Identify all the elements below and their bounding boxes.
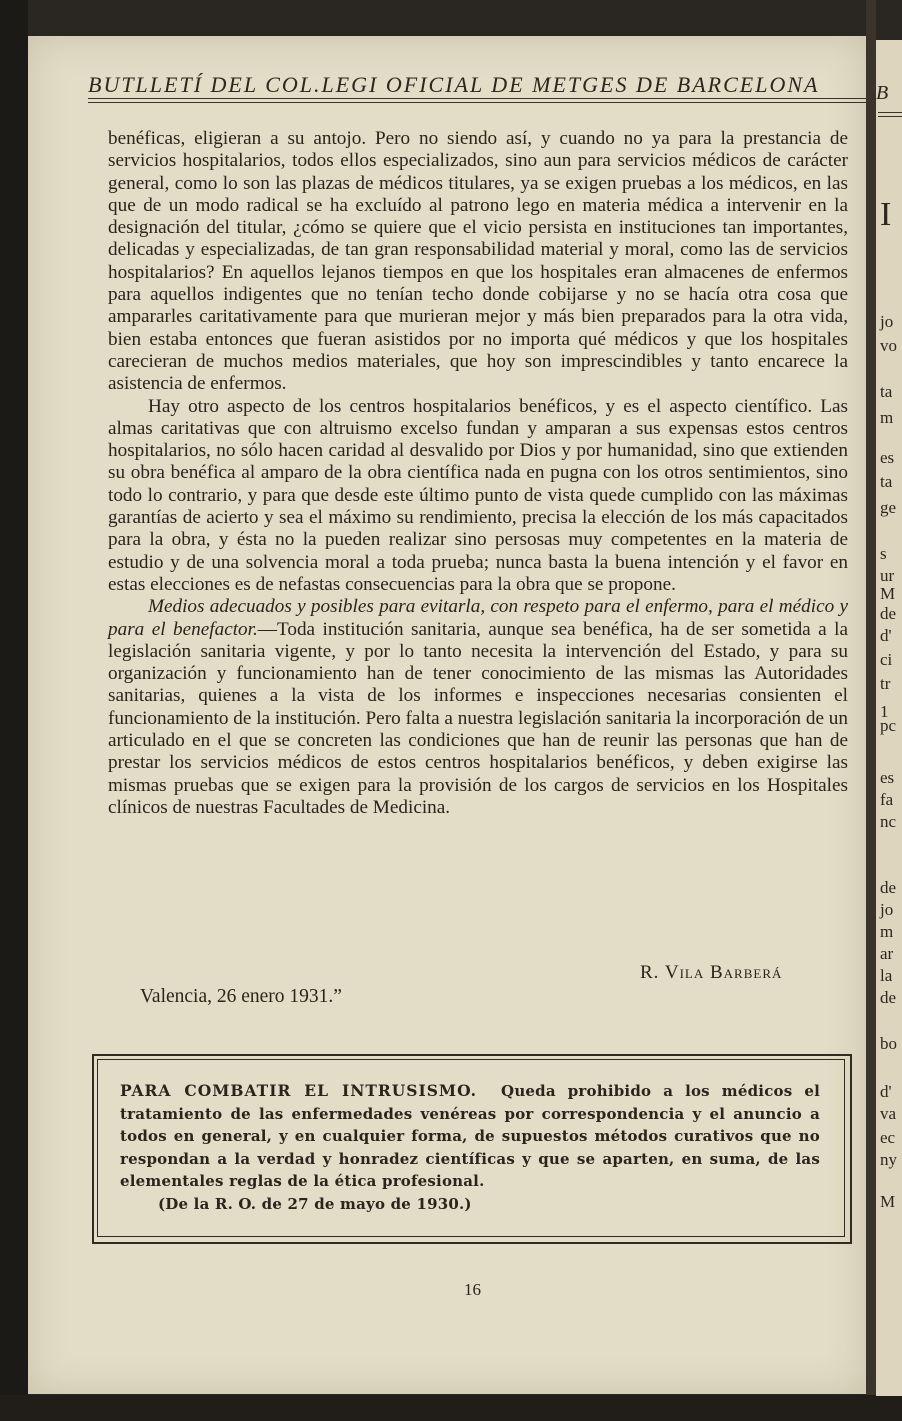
adjacent-page-fragment: fa — [880, 790, 894, 809]
adjacent-page-fragment: de — [880, 878, 897, 897]
adjacent-page-fragment: jo — [880, 900, 894, 919]
adjacent-page-fragment: m — [880, 408, 894, 427]
adjacent-page-fragment: ar — [880, 944, 894, 963]
header-rule-top — [88, 98, 876, 99]
signature-initial: R. V — [640, 962, 680, 983]
adjacent-page-fragment: s — [880, 544, 887, 563]
adjacent-page-fragment: ur — [880, 566, 895, 585]
adjacent-page-fragment: de — [880, 604, 897, 623]
adjacent-page-fragment: es — [880, 448, 895, 467]
running-head: BUTLLETÍ DEL COL.LEGI OFICIAL DE METGES DE BARCELONA — [88, 72, 820, 97]
notice-text — [120, 1080, 820, 1215]
page-number: 16 — [464, 1280, 481, 1299]
adjacent-page-fragment: va — [880, 1104, 897, 1123]
adjacent-page-fragment: tr — [880, 674, 891, 693]
section-text: —Toda institución sanitaria, aunque sea benéfica, ha de ser sometida a la legislación sanitaria vigente, y por lo tanto necesita la intervención del Estado, y para su organización y funcionamiento han de tener conocimiento de las mismas las Autoridades sanitarias, quienes a la vista de los informes e inspecciones necesarias consienten el funcionamiento de la institución. Pero falta a nuestra legislación sanitaria la incorporación de un articulado en el que se concreten las condiciones que han de reunir las personas que han de prestar los servicios médicos de estos centros hospitalarios benéficos, y deben exigirse las mismas pruebas que se exigen para la provisión de los cargos de servicios en los Hospitales clínicos de nuestras Facultades de Medicina. — [108, 618, 848, 818]
paragraph-2: Hay otro aspecto de los centros hospitalarios benéficos, y es el aspecto científico. Las almas caritativas que con altruismo excelso fundan y amparan a sus expensas estos centros hospitalarios, no sólo hacen caridad al desvalido por Dios y por humanidad, sino que extienden su obra benéfica al amparo de la obra científica nada en pugna con los otros sentimientos, sino todo lo contrario, y para que desde este último punto de vista quede cumplido con las máximas garantías de acierto y sea el máximo su rendimiento, precisa la elección de los más capacitados para la obra, y ésta no la pueden realizar sino persosas muy competentes en la materia de estudio y de una solvencia moral a toda prueba; nunca basta la buena intención y el favor en estas elecciones es de nefastas consecuencias para la obra que se propone. — [108, 395, 848, 595]
notice-body: Queda prohibido a los médicos el tratamiento de las enfermedades venéreas por correspondencia y el anuncio a todos en general, y en cualquier forma, de supuestos métodos curativos que no respondan a la verdad y honradez científicas y que se aparten, en suma, de las elementales reglas de la ética profesional. — [120, 1082, 820, 1190]
adjacent-page-fragment: I — [880, 196, 892, 233]
section-heading: Medios adecuados y posibles para evitarla, con respeto para el enfermo, para el médico y para el benefactor. — [108, 596, 848, 640]
adjacent-page-fragment: de — [880, 988, 897, 1007]
adjacent-page-fragment: ge — [880, 498, 897, 517]
adjacent-page-fragment: 1 — [880, 702, 889, 721]
author-signature — [640, 962, 782, 984]
notice-source: (De la R. O. de 27 de mayo de 1930.) — [158, 1194, 472, 1213]
adjacent-page-fragment: bo — [880, 1034, 897, 1053]
book-spine — [866, 0, 876, 1421]
scan-margin-left — [0, 0, 28, 1421]
signature-surname-initial: B — [709, 962, 724, 983]
adjacent-page-fragment: M — [880, 584, 896, 603]
adjacent-page-fragment: es — [880, 768, 895, 787]
signature-surname: arberá — [723, 962, 783, 983]
adjacent-page-fragment: ci — [880, 650, 893, 669]
place-date: Valencia, 26 enero 1931.” — [140, 986, 342, 1007]
article-body — [108, 128, 848, 819]
adjacent-page-fragment: d' — [880, 626, 892, 645]
adjacent-page-fragment: ny — [880, 1150, 897, 1169]
header-rule-bottom — [88, 102, 876, 103]
adjacent-page-fragment: m — [880, 922, 894, 941]
signature-name: ila — [679, 962, 705, 983]
adjacent-page-rule — [878, 112, 902, 117]
adjacent-page-fragment: ec — [880, 1128, 896, 1147]
adjacent-page-fragment: ta — [880, 382, 893, 401]
adjacent-page-fragment: jo — [880, 312, 894, 331]
paragraph-3 — [108, 596, 848, 819]
scan-margin-bottom — [0, 1395, 902, 1421]
adjacent-page-fragment: pc — [880, 716, 897, 735]
paragraph-1: benéficas, eligieran a su antojo. Pero no siendo así, y cuando no ya para la prestancia de servicios hospitalarios, todos ellos especializados, sino aun para servicios médicos de carácter general, como lo son las plazas de médicos titulares, ya se exigen pruebas a los médicos, en las que de un modo radical se ha excluído al patrono lego en materia médica a intervenir en la designación del titular, ¿cómo se quiere que el vicio persista en instituciones tan importantes, delicadas y especializadas, de tan gran responsabilidad material y moral, como las de servicios hospitalarios? En aquellos lejanos tiempos en que los hospitales eran almacenes de enfermos para aquellos indigentes que no tenían techo donde cobijarse y no se hacía otra cosa que ampararles caritativamente para que murieran mejor y más bien preparados para la otra vida, bien estaba entonces que fueran asistidos por no importa qué médicos y que los hospitales carecieran de muchos medios materiales, que hoy son imprescindibles y tanto encarece la asistencia de enfermos. — [108, 128, 848, 395]
notice-title: PARA COMBATIR EL INTRUSISMO. — [120, 1081, 478, 1100]
adjacent-page-fragment: M — [880, 1192, 896, 1211]
adjacent-page-head: B — [876, 82, 889, 104]
adjacent-page-fragment: nc — [880, 812, 897, 831]
adjacent-page-fragment: vo — [880, 336, 897, 355]
adjacent-page-fragment: la — [880, 966, 893, 985]
adjacent-page-fragment: d' — [880, 1082, 892, 1101]
adjacent-page-fragment: ta — [880, 472, 893, 491]
